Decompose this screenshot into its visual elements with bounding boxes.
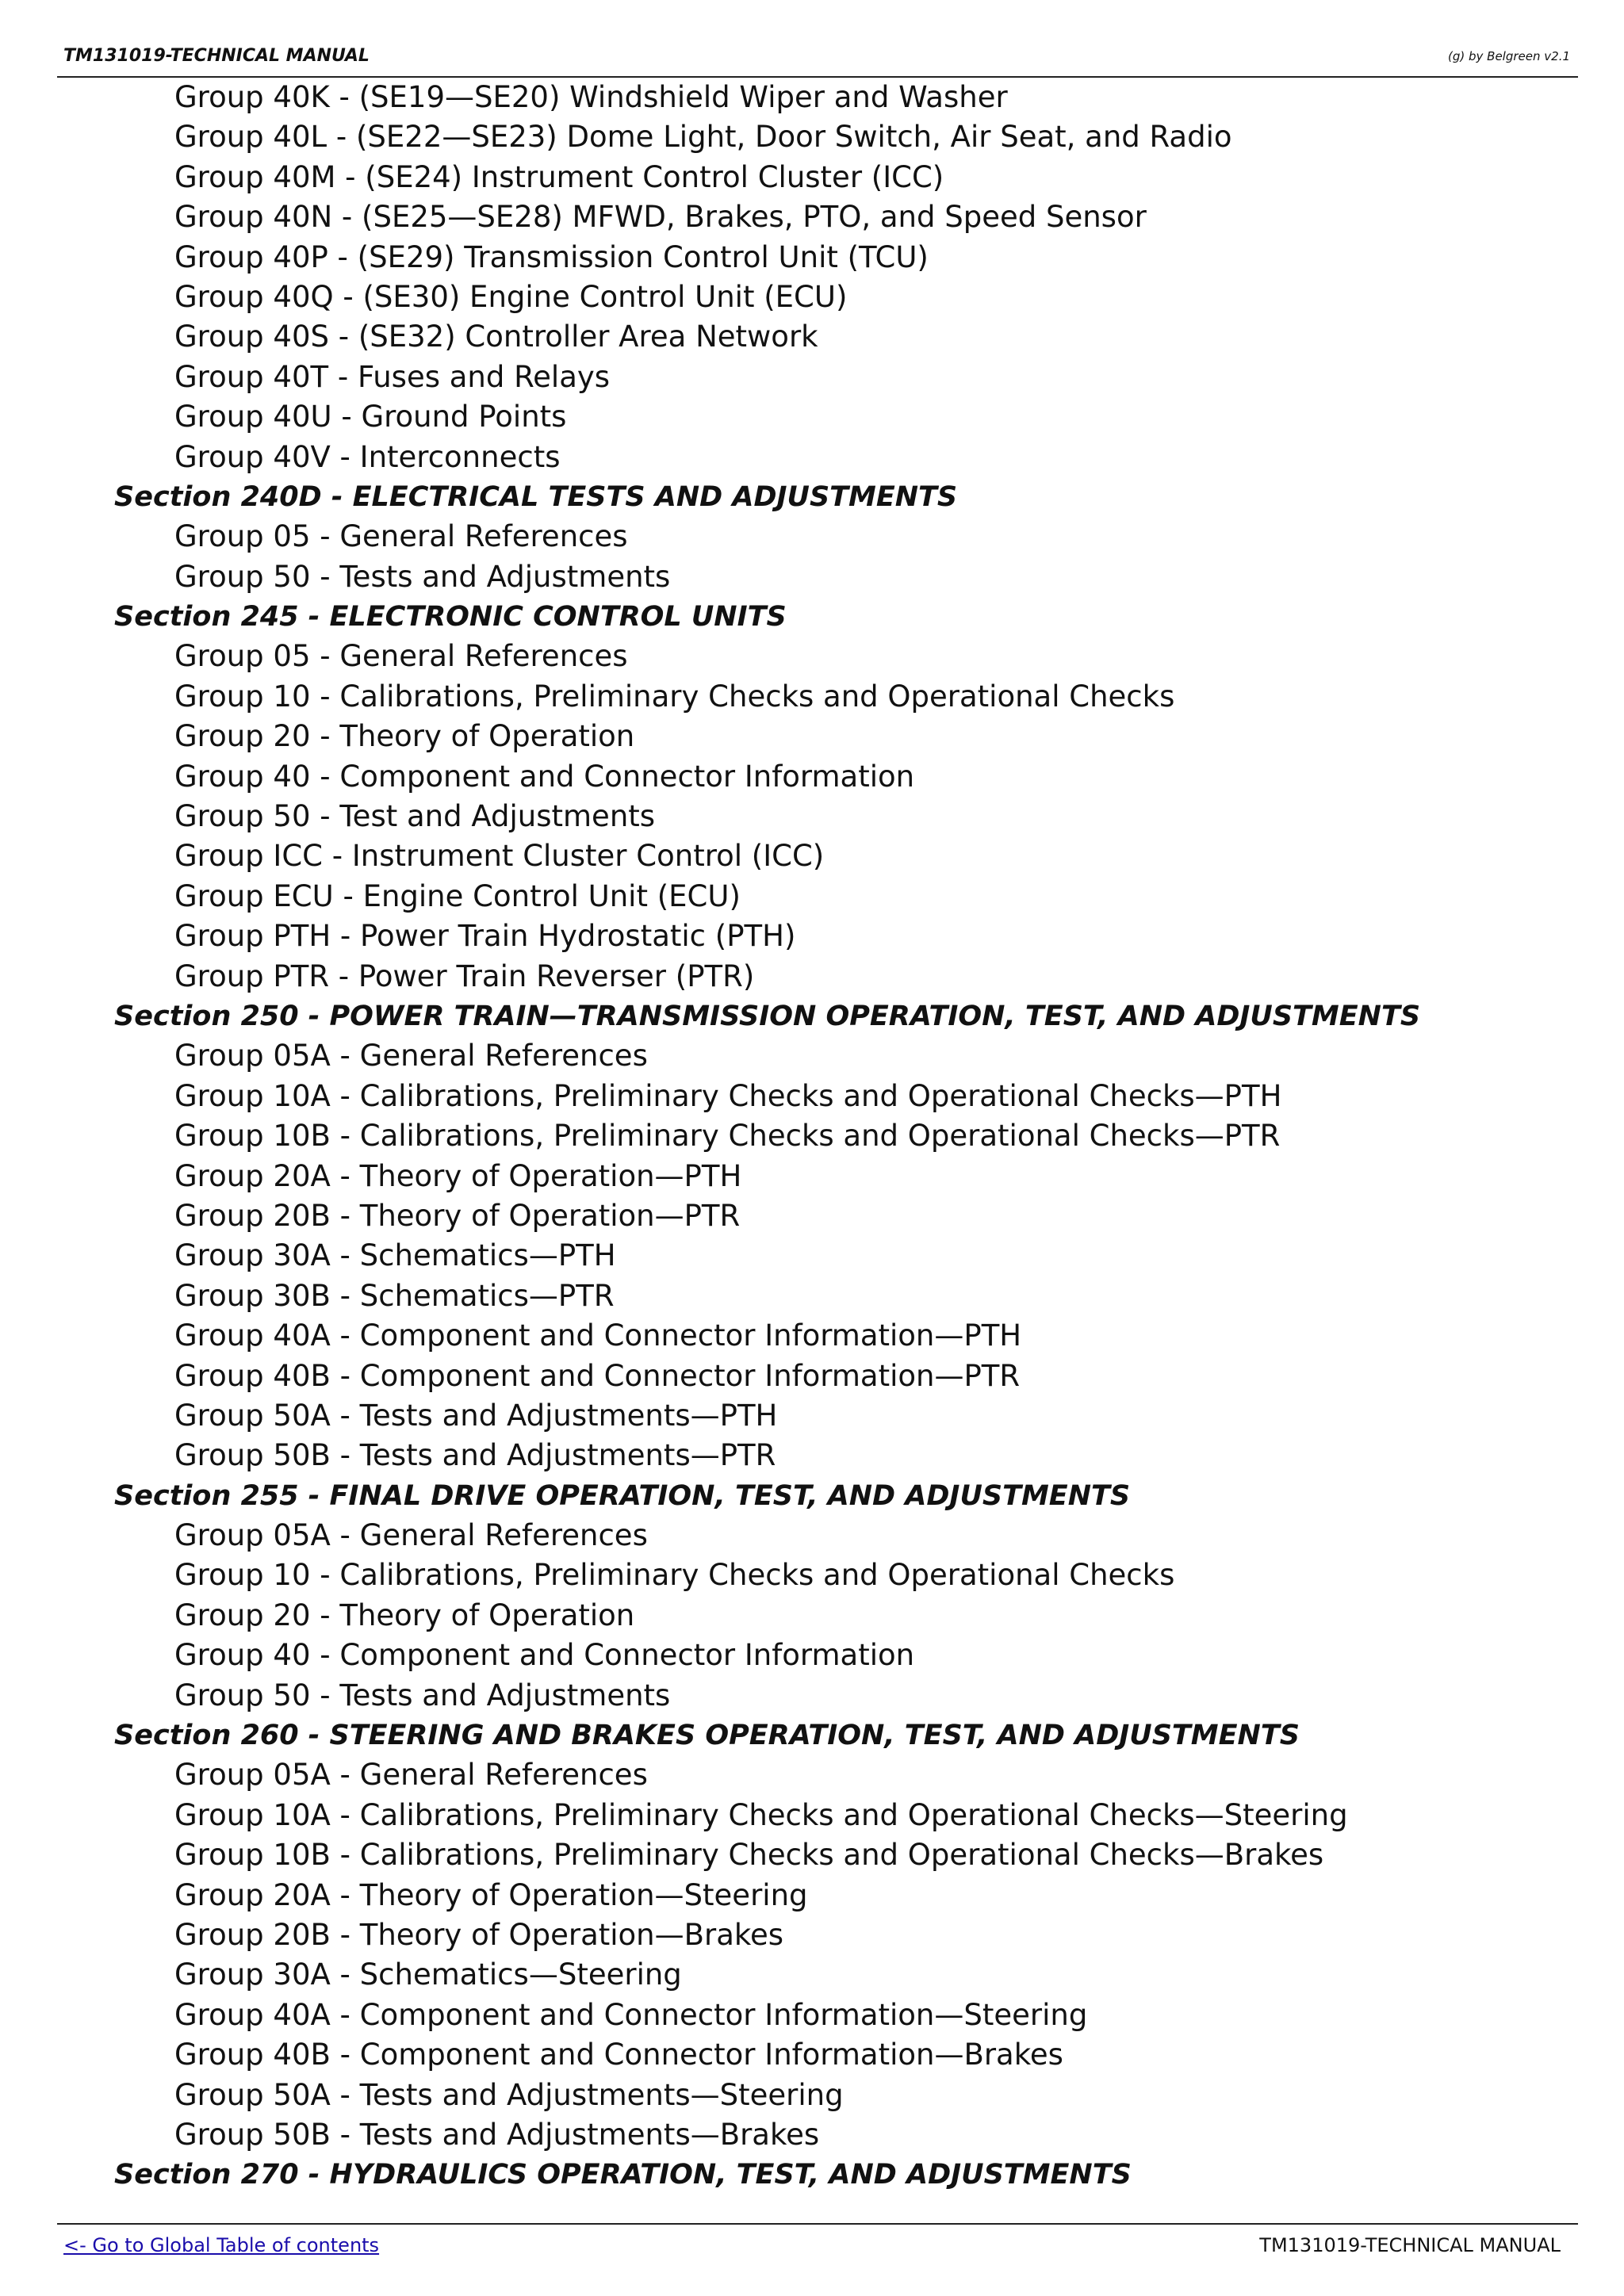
table-of-contents (0, 78, 1624, 2195)
toc-group-link[interactable]: Group 50B - Tests and Adjustments—PTR (174, 1438, 776, 1473)
footer-divider (57, 2223, 1578, 2225)
footer-title: TM131019-TECHNICAL MANUAL (1259, 2234, 1561, 2256)
toc-section-heading: Section 260 - STEERING AND BRAKES OPERATION, TEST, AND ADJUSTMENTS (114, 1720, 1300, 1752)
toc-group-link[interactable]: Group 40L - (SE22—SE23) Dome Light, Door Switch, Air Seat, and Radio (174, 120, 1232, 155)
toc-group-link[interactable]: Group 50 - Tests and Adjustments (174, 559, 671, 594)
toc-group-link[interactable]: Group 40B - Component and Connector Information—Brakes (174, 2038, 1063, 2072)
toc-group-link[interactable]: Group 40N - (SE25—SE28) MFWD, Brakes, PTO, and Speed Sensor (174, 200, 1147, 235)
toc-group-link[interactable]: Group 20 - Theory of Operation (174, 719, 635, 754)
toc-group-link[interactable]: Group 20A - Theory of Operation—PTH (174, 1158, 742, 1193)
toc-group-link[interactable]: Group 40P - (SE29) Transmission Control Unit (TCU) (174, 239, 929, 274)
toc-group-link[interactable]: Group 05 - General References (174, 519, 628, 554)
toc-group-link[interactable]: Group 40 - Component and Connector Information (174, 1638, 915, 1673)
toc-group-link[interactable]: Group PTR - Power Train Reverser (PTR) (174, 959, 755, 993)
toc-group-link[interactable]: Group 40 - Component and Connector Information (174, 759, 915, 794)
toc-group-link[interactable]: Group 20B - Theory of Operation—Brakes (174, 1917, 784, 1952)
toc-group-link[interactable]: Group 10 - Calibrations, Preliminary Checks and Operational Checks (174, 679, 1175, 714)
toc-group-link[interactable]: Group 40S - (SE32) Controller Area Network (174, 320, 818, 354)
toc-group-link[interactable]: Group 20A - Theory of Operation—Steering (174, 1877, 808, 1912)
toc-group-link[interactable]: Group 05A - General References (174, 1758, 648, 1793)
header-title: TM131019-TECHNICAL MANUAL (63, 46, 370, 66)
toc-group-link[interactable]: Group ECU - Engine Control Unit (ECU) (174, 878, 741, 913)
toc-group-link[interactable]: Group 30A - Schematics—PTH (174, 1238, 616, 1273)
toc-group-link[interactable]: Group 40U - Ground Points (174, 400, 567, 434)
toc-group-link[interactable]: Group PTH - Power Train Hydrostatic (PTH) (174, 919, 796, 954)
toc-group-link[interactable]: Group 50 - Test and Adjustments (174, 799, 656, 834)
toc-section-heading: Section 255 - FINAL DRIVE OPERATION, TEST, AND ADJUSTMENTS (114, 1479, 1131, 1512)
toc-group-link[interactable]: Group 40K - (SE19—SE20) Windshield Wiper and Washer (174, 80, 1008, 114)
toc-section-heading: Section 245 - ELECTRONIC CONTROL UNITS (114, 601, 787, 633)
toc-group-link[interactable]: Group 10B - Calibrations, Preliminary Checks and Operational Checks—PTR (174, 1119, 1281, 1154)
toc-group-link[interactable]: Group 40B - Component and Connector Information—PTR (174, 1358, 1021, 1393)
global-toc-link[interactable]: <- Go to Global Table of contents (63, 2234, 380, 2256)
toc-section-heading: Section 270 - HYDRAULICS OPERATION, TEST, AND ADJUSTMENTS (114, 2159, 1132, 2191)
toc-group-link[interactable]: Group 05A - General References (174, 1518, 648, 1553)
toc-group-link[interactable]: Group 05 - General References (174, 639, 628, 674)
toc-group-link[interactable]: Group 20B - Theory of Operation—PTR (174, 1198, 741, 1233)
toc-group-link[interactable]: Group 20 - Theory of Operation (174, 1598, 635, 1632)
toc-group-link[interactable]: Group 40M - (SE24) Instrument Control Cluster (ICC) (174, 159, 944, 194)
toc-group-link[interactable]: Group 40T - Fuses and Relays (174, 359, 611, 394)
toc-group-link[interactable]: Group 10 - Calibrations, Preliminary Checks and Operational Checks (174, 1558, 1175, 1593)
toc-group-link[interactable]: Group 40V - Interconnects (174, 439, 561, 474)
toc-group-link[interactable]: Group 05A - General References (174, 1039, 648, 1073)
toc-group-link[interactable]: Group 50 - Tests and Adjustments (174, 1678, 671, 1712)
toc-group-link[interactable]: Group ICC - Instrument Cluster Control (ICC) (174, 839, 825, 874)
toc-group-link[interactable]: Group 50A - Tests and Adjustments—PTH (174, 1398, 778, 1433)
toc-group-link[interactable]: Group 30A - Schematics—Steering (174, 1957, 682, 1992)
header-credit: (g) by Belgreen v2.1 (1448, 49, 1570, 63)
toc-group-link[interactable]: Group 30B - Schematics—PTR (174, 1278, 615, 1313)
toc-group-link[interactable]: Group 40A - Component and Connector Information—Steering (174, 1997, 1088, 2032)
toc-group-link[interactable]: Group 40A - Component and Connector Information—PTH (174, 1318, 1022, 1353)
toc-section-heading: Section 240D - ELECTRICAL TESTS AND ADJUSTMENTS (114, 480, 958, 513)
toc-group-link[interactable]: Group 10A - Calibrations, Preliminary Checks and Operational Checks—Steering (174, 1797, 1348, 1832)
page-header (63, 46, 1570, 78)
toc-group-link[interactable]: Group 50B - Tests and Adjustments—Brakes (174, 2117, 820, 2152)
toc-section-heading: Section 250 - POWER TRAIN—TRANSMISSION OPERATION, TEST, AND ADJUSTMENTS (114, 1000, 1421, 1032)
toc-group-link[interactable]: Group 50A - Tests and Adjustments—Steering (174, 2077, 844, 2112)
toc-group-link[interactable]: Group 10A - Calibrations, Preliminary Checks and Operational Checks—PTH (174, 1078, 1282, 1113)
toc-group-link[interactable]: Group 10B - Calibrations, Preliminary Checks and Operational Checks—Brakes (174, 1838, 1324, 1873)
toc-group-link[interactable]: Group 40Q - (SE30) Engine Control Unit (ECU) (174, 279, 848, 314)
